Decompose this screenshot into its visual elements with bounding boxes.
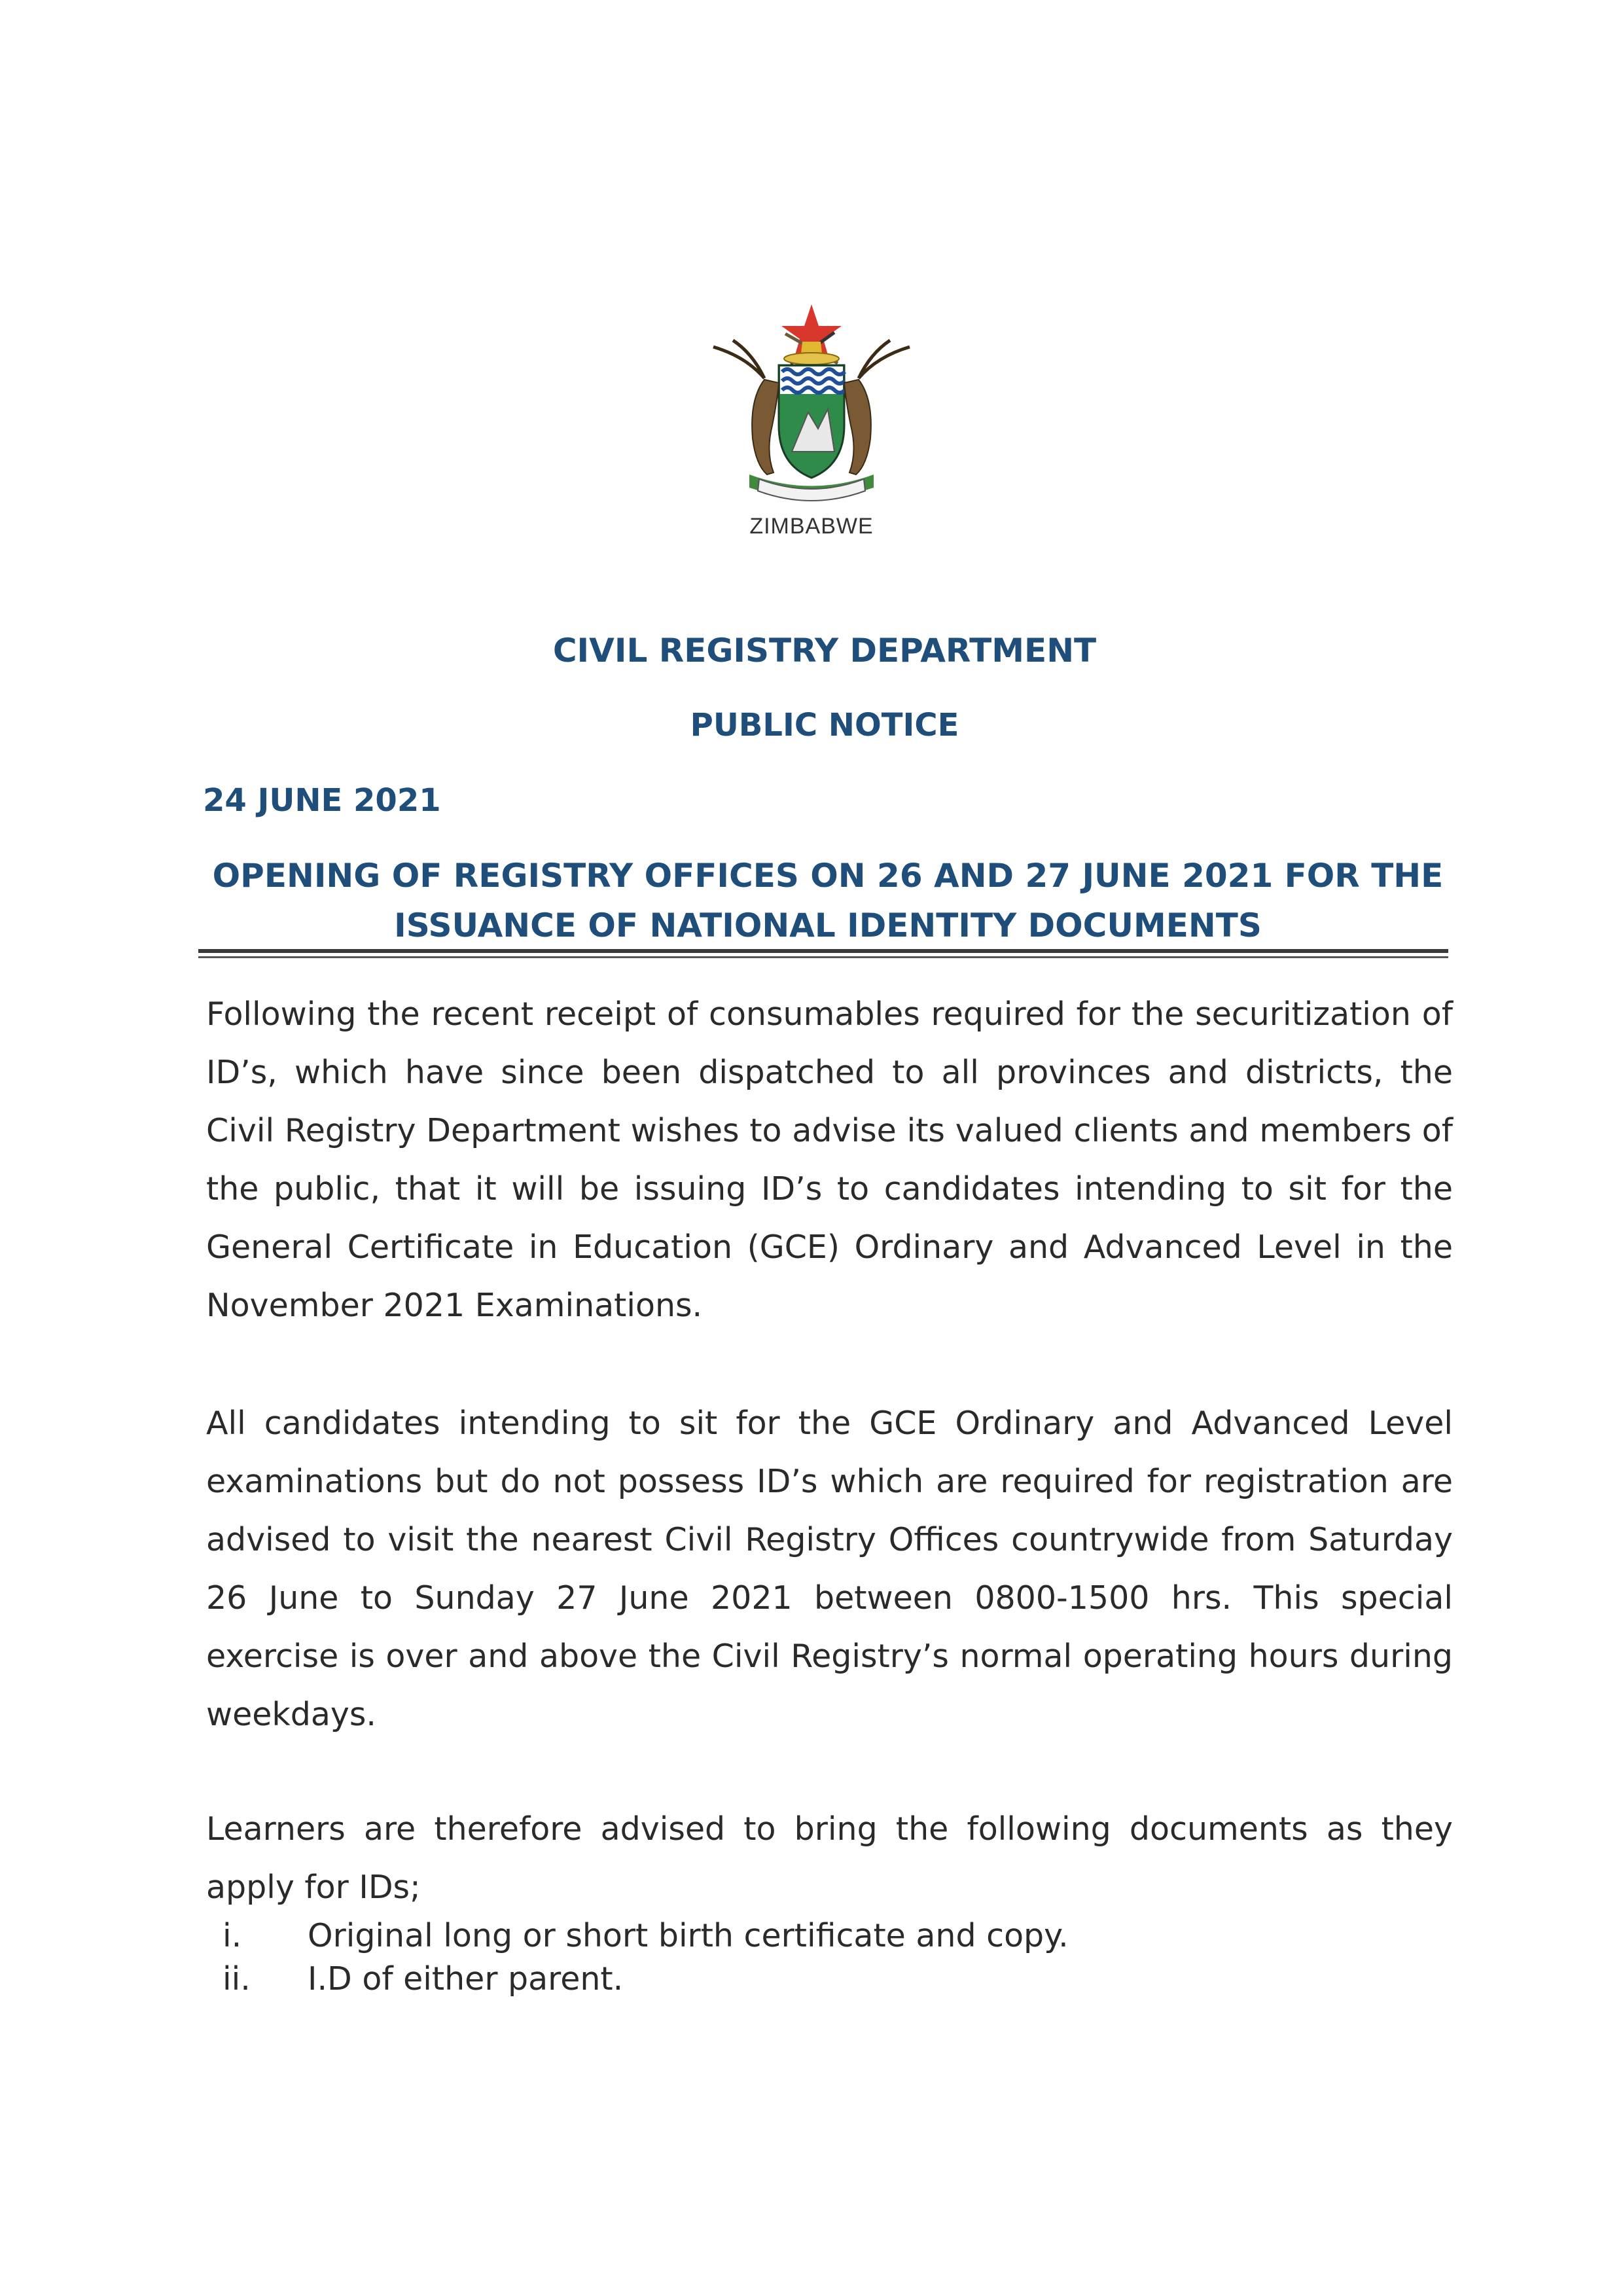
- subject-line-2: ISSUANCE OF NATIONAL IDENTITY DOCUMENTS: [394, 906, 1262, 944]
- country-label: ZIMBABWE: [749, 514, 874, 539]
- zimbabwe-bird-icon: [801, 342, 822, 353]
- body-paragraph-1: Following the recent receipt of consumables required for the securitization of ID’s, which have since been dispatched to all provinces and districts, the Civil Registry Department wishes to advise its valued clients and members of the public, that it will be issuing ID’s to candidates intending to sit for the General Certificate in Education (GCE) Ordinary and Advanced Level in the November 2021 Examinations.: [206, 996, 1453, 1324]
- list-item: [223, 1914, 1069, 1958]
- divider-rule: [198, 949, 1448, 953]
- required-documents-list: [223, 1914, 1069, 2001]
- list-item-text: Original long or short birth certificate and copy.: [308, 1917, 1069, 1954]
- divider-rule-thin: [198, 956, 1448, 958]
- body-paragraph-3: Learners are therefore advised to bring the following documents as they apply for IDs;: [206, 1810, 1453, 1906]
- list-item-number: ii.: [223, 1960, 251, 1998]
- list-item-text: I.D of either parent.: [308, 1960, 624, 1998]
- subject-heading: [196, 851, 1459, 950]
- kudu-right-icon: [844, 380, 871, 475]
- department-heading: CIVIL REGISTRY DEPARTMENT: [552, 632, 1097, 670]
- list-item: [223, 1958, 1069, 2001]
- kudu-left-icon: [752, 380, 779, 475]
- notice-type-heading: PUBLIC NOTICE: [690, 707, 959, 744]
- notice-date: 24 JUNE 2021: [203, 782, 441, 819]
- subject-line-1: OPENING OF REGISTRY OFFICES ON 26 AND 27 JUNE 2021 FOR THE: [212, 857, 1444, 895]
- list-item-number: i.: [223, 1917, 242, 1954]
- coat-of-arms-emblem: [687, 301, 936, 511]
- body-paragraph-2: All candidates intending to sit for the GCE Ordinary and Advanced Level examinations but do not possess ID’s which are required for registration are advised to visit the nearest Civil Registry Offices countrywide from Saturday 26 June to Sunday 27 June 2021 between 0800-1500 hrs. This special exercise is over and above the Civil Registry’s normal operating hours during weekdays.: [206, 1405, 1453, 1733]
